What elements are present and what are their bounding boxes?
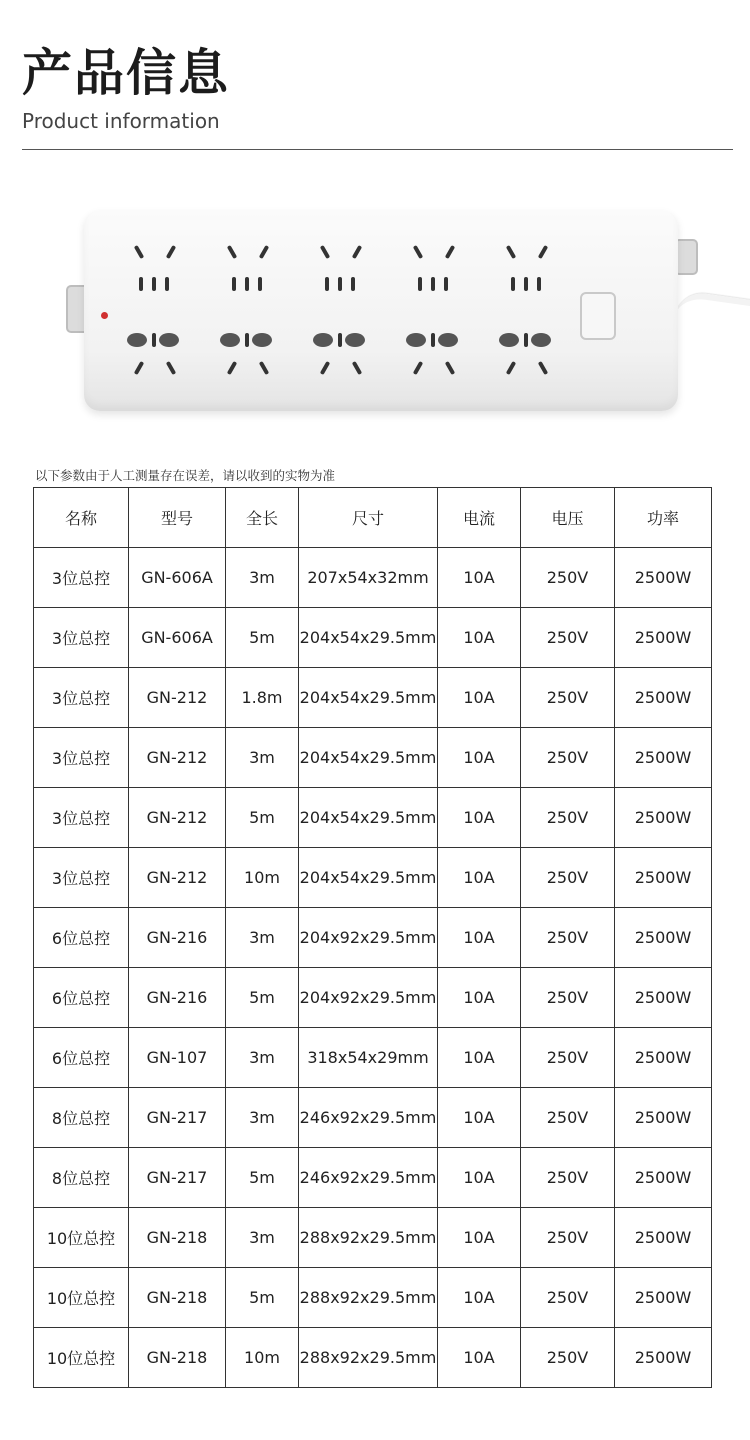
cell-length: 3m (226, 1088, 299, 1148)
page-title: 产品信息 (22, 44, 230, 102)
cell-voltage: 250V (521, 788, 615, 848)
cell-name: 10位总控 (34, 1328, 129, 1388)
socket-slot (537, 277, 541, 291)
cell-length: 5m (226, 968, 299, 1028)
cell-power: 2500W (615, 968, 712, 1028)
cell-power: 2500W (615, 1268, 712, 1328)
cell-length: 3m (226, 548, 299, 608)
cell-size: 204x54x29.5mm (299, 848, 438, 908)
socket-slot (444, 277, 448, 291)
cell-voltage: 250V (521, 1148, 615, 1208)
cell-model: GN-212 (129, 668, 226, 728)
cell-current: 10A (438, 968, 521, 1028)
cell-voltage: 250V (521, 668, 615, 728)
cell-size: 207x54x32mm (299, 548, 438, 608)
cell-name: 8位总控 (34, 1148, 129, 1208)
cell-name: 8位总控 (34, 1088, 129, 1148)
cell-model: GN-218 (129, 1268, 226, 1328)
cell-current: 10A (438, 728, 521, 788)
socket-slot (524, 277, 528, 291)
socket-hole (220, 333, 240, 347)
cell-length: 10m (226, 848, 299, 908)
cell-size: 288x92x29.5mm (299, 1268, 438, 1328)
socket-hole (252, 333, 272, 347)
table-row (34, 968, 712, 1028)
cell-power: 2500W (615, 788, 712, 848)
cell-current: 10A (438, 1328, 521, 1388)
cell-size: 288x92x29.5mm (299, 1208, 438, 1268)
table-header-row (34, 488, 712, 548)
socket-slot (431, 277, 435, 291)
cell-model: GN-212 (129, 728, 226, 788)
cell-power: 2500W (615, 1328, 712, 1388)
cell-size: 204x54x29.5mm (299, 788, 438, 848)
socket-slot (511, 277, 515, 291)
cell-voltage: 250V (521, 908, 615, 968)
socket-hole (438, 333, 458, 347)
table-row (34, 1148, 712, 1208)
table-row (34, 1328, 712, 1388)
cell-power: 2500W (615, 548, 712, 608)
table-row (34, 848, 712, 908)
measurement-note: 以下参数由于人工测量存在误差，请以收到的实物为准 (35, 468, 336, 483)
cell-model: GN-212 (129, 788, 226, 848)
spec-table (33, 487, 712, 1388)
cell-size: 204x92x29.5mm (299, 968, 438, 1028)
cell-current: 10A (438, 1028, 521, 1088)
cell-name: 3位总控 (34, 788, 129, 848)
socket-hole (345, 333, 365, 347)
cell-name: 3位总控 (34, 848, 129, 908)
cell-voltage: 250V (521, 608, 615, 668)
col-header-power: 功率 (615, 488, 712, 548)
cell-power: 2500W (615, 668, 712, 728)
cell-size: 204x54x29.5mm (299, 608, 438, 668)
cell-current: 10A (438, 668, 521, 728)
cell-current: 10A (438, 908, 521, 968)
cell-power: 2500W (615, 1028, 712, 1088)
power-strip-image (0, 175, 750, 445)
cell-size: 288x92x29.5mm (299, 1328, 438, 1388)
cell-size: 204x92x29.5mm (299, 908, 438, 968)
table-row (34, 668, 712, 728)
socket-slot (245, 277, 249, 291)
indicator-led (101, 312, 108, 319)
socket-slot (338, 333, 342, 347)
cell-model: GN-217 (129, 1148, 226, 1208)
cell-model: GN-216 (129, 908, 226, 968)
socket-slot (152, 333, 156, 347)
socket-slot (139, 277, 143, 291)
table-row (34, 1088, 712, 1148)
socket-slot (431, 333, 435, 347)
cell-size: 204x54x29.5mm (299, 728, 438, 788)
socket-hole (406, 333, 426, 347)
col-header-current: 电流 (438, 488, 521, 548)
col-header-name: 名称 (34, 488, 129, 548)
cell-length: 3m (226, 1028, 299, 1088)
cell-model: GN-606A (129, 548, 226, 608)
cell-length: 5m (226, 608, 299, 668)
cell-current: 10A (438, 548, 521, 608)
socket-slot (232, 277, 236, 291)
table-row (34, 1028, 712, 1088)
power-switch (580, 292, 616, 340)
title-divider (22, 149, 733, 150)
table-row (34, 1208, 712, 1268)
cell-voltage: 250V (521, 1208, 615, 1268)
cell-length: 3m (226, 1208, 299, 1268)
table-row (34, 908, 712, 968)
socket-slot (245, 333, 249, 347)
socket-hole (127, 333, 147, 347)
cell-size: 204x54x29.5mm (299, 668, 438, 728)
cell-power: 2500W (615, 908, 712, 968)
cell-voltage: 250V (521, 968, 615, 1028)
cell-size: 246x92x29.5mm (299, 1088, 438, 1148)
socket-slot (258, 277, 262, 291)
cell-power: 2500W (615, 608, 712, 668)
table-row (34, 788, 712, 848)
socket-slot (524, 333, 528, 347)
cell-name: 6位总控 (34, 1028, 129, 1088)
cell-model: GN-216 (129, 968, 226, 1028)
cell-current: 10A (438, 848, 521, 908)
cell-model: GN-606A (129, 608, 226, 668)
cell-length: 1.8m (226, 668, 299, 728)
cell-current: 10A (438, 1268, 521, 1328)
cell-power: 2500W (615, 728, 712, 788)
cell-model: GN-107 (129, 1028, 226, 1088)
table-row (34, 728, 712, 788)
cell-length: 5m (226, 1268, 299, 1328)
cell-name: 10位总控 (34, 1268, 129, 1328)
cell-voltage: 250V (521, 848, 615, 908)
cell-power: 2500W (615, 1148, 712, 1208)
socket-hole (499, 333, 519, 347)
cell-current: 10A (438, 1148, 521, 1208)
socket-hole (159, 333, 179, 347)
cell-length: 5m (226, 1148, 299, 1208)
cell-current: 10A (438, 608, 521, 668)
cell-model: GN-212 (129, 848, 226, 908)
table-row (34, 608, 712, 668)
cell-name: 6位总控 (34, 908, 129, 968)
table-row (34, 1268, 712, 1328)
cell-length: 5m (226, 788, 299, 848)
socket-slot (351, 277, 355, 291)
cell-model: GN-217 (129, 1088, 226, 1148)
cell-length: 3m (226, 728, 299, 788)
cell-name: 3位总控 (34, 548, 129, 608)
cell-length: 10m (226, 1328, 299, 1388)
cell-voltage: 250V (521, 1328, 615, 1388)
cell-length: 3m (226, 908, 299, 968)
cell-voltage: 250V (521, 1268, 615, 1328)
cell-name: 10位总控 (34, 1208, 129, 1268)
cell-voltage: 250V (521, 1028, 615, 1088)
cell-voltage: 250V (521, 548, 615, 608)
cell-voltage: 250V (521, 1088, 615, 1148)
table-row (34, 548, 712, 608)
col-header-voltage: 电压 (521, 488, 615, 548)
col-header-size: 尺寸 (299, 488, 438, 548)
cell-name: 3位总控 (34, 728, 129, 788)
socket-slot (165, 277, 169, 291)
socket-hole (313, 333, 333, 347)
cell-model: GN-218 (129, 1328, 226, 1388)
cell-name: 3位总控 (34, 608, 129, 668)
power-cord (674, 290, 750, 330)
cell-power: 2500W (615, 1208, 712, 1268)
cell-current: 10A (438, 1088, 521, 1148)
cell-voltage: 250V (521, 728, 615, 788)
col-header-model: 型号 (129, 488, 226, 548)
cell-model: GN-218 (129, 1208, 226, 1268)
socket-slot (152, 277, 156, 291)
cell-power: 2500W (615, 848, 712, 908)
cell-current: 10A (438, 788, 521, 848)
socket-slot (325, 277, 329, 291)
cell-name: 6位总控 (34, 968, 129, 1028)
col-header-length: 全长 (226, 488, 299, 548)
cell-size: 318x54x29mm (299, 1028, 438, 1088)
page-subtitle: Product information (22, 109, 220, 133)
cell-current: 10A (438, 1208, 521, 1268)
cell-power: 2500W (615, 1088, 712, 1148)
socket-slot (418, 277, 422, 291)
socket-slot (338, 277, 342, 291)
cell-size: 246x92x29.5mm (299, 1148, 438, 1208)
cell-name: 3位总控 (34, 668, 129, 728)
socket-hole (531, 333, 551, 347)
